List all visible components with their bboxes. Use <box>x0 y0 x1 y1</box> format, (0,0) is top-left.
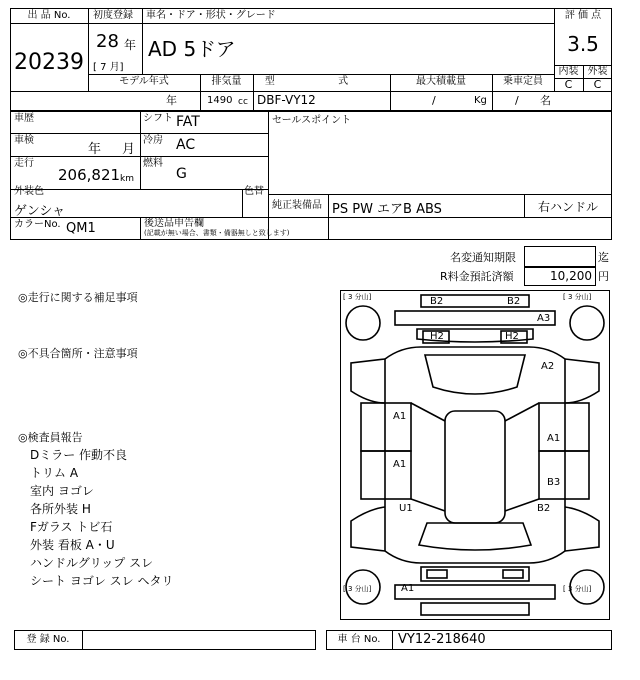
mileage-value: 206,821 <box>58 166 121 184</box>
first-reg-label: 初度登録 <box>93 10 133 21</box>
damage-h2-right: H2 <box>505 331 519 342</box>
tire-depth-top-left: [ 3 分山] <box>343 293 372 301</box>
exterior-color-label: 外装色 <box>14 186 44 197</box>
capacity-sep: / <box>515 94 519 107</box>
model-year-unit: 年 <box>166 94 177 107</box>
recycle-value: 10,200 <box>550 269 592 283</box>
displacement-unit: cc <box>238 97 248 107</box>
history-label: 車歴 <box>14 113 34 124</box>
type-label: 型 式 <box>264 76 379 87</box>
lot-label: 出 品 No. <box>27 10 71 21</box>
model-year-label: モデル年式 <box>119 76 169 87</box>
damage-h2-left: H2 <box>430 331 444 342</box>
damage-map <box>340 290 610 620</box>
inspector-line: 外装 看板 A・U <box>30 538 115 552</box>
defects-label: ◎不具合箇所・注意事項 <box>18 347 138 360</box>
tire-depth-top-right: [ 3 分山] <box>563 293 592 301</box>
vehicle-label: 車名・ドア・形状・グレード <box>146 10 276 21</box>
post-docs-label: 後送品申告欄 <box>144 218 204 229</box>
inspection-month-unit: 月 <box>122 142 136 157</box>
damage-a1-right: A1 <box>547 433 561 444</box>
color-no-label: カラーNo. <box>14 219 61 230</box>
first-reg-month: [ 7 月] <box>93 62 124 73</box>
name-change-box <box>524 246 596 268</box>
inspector-line: Fガラス トビ石 <box>30 520 113 534</box>
tire-depth-bottom-left: [ 3 分山] <box>343 585 372 593</box>
color-no-value: QM1 <box>66 221 96 236</box>
chassis-label: 車 台 No. <box>337 634 381 645</box>
capacity-label: 乗車定員 <box>503 76 543 87</box>
equipment-value: PS PW エアB ABS <box>332 202 442 217</box>
exterior-label: 外装 <box>587 66 608 77</box>
steering-value: 右ハンドル <box>537 200 598 214</box>
sales-point-label: セールスポイント <box>272 115 352 126</box>
shift-value: FAT <box>176 114 200 130</box>
displacement-label: 排気量 <box>211 76 242 87</box>
interior-grade: C <box>564 78 573 91</box>
damage-a1-left-upper: A1 <box>393 411 407 422</box>
max-load-sep: / <box>432 94 436 107</box>
damage-b2-side: B2 <box>537 503 551 514</box>
inspector-line: 各所外装 H <box>30 502 91 516</box>
lot-number: 20239 <box>14 50 84 75</box>
exterior-grade: C <box>593 78 602 91</box>
color-change-label: 色替 <box>244 186 264 197</box>
type-value: DBF-VY12 <box>257 93 316 107</box>
shift-label: シフト <box>143 113 173 124</box>
equipment-label: 純正装備品 <box>272 200 322 211</box>
damage-a1-left-lower: A1 <box>393 459 407 470</box>
score-label: 評 価 点 <box>564 10 602 21</box>
chassis-value: VY12-218640 <box>398 632 486 647</box>
exterior-color-value: ゲンシャ <box>14 204 66 219</box>
capacity-unit: 名 <box>540 94 551 107</box>
name-change-label: 名変通知期限 <box>450 251 516 264</box>
damage-a1-front: A1 <box>401 583 415 594</box>
mileage-label: 走行 <box>14 158 34 169</box>
car-outline <box>341 291 609 619</box>
interior-label: 内装 <box>558 66 579 77</box>
tire-depth-bottom-right: [ 3 分山] <box>563 585 592 593</box>
inspector-line: シート ヨゴレ スレ ヘタリ <box>30 574 174 588</box>
vehicle-name: AD 5ドア <box>148 37 236 61</box>
score-value: 3.5 <box>567 32 599 56</box>
fuel-label: 燃料 <box>143 158 163 169</box>
damage-b2-rear-left: B2 <box>430 296 444 307</box>
inspection-year-unit: 年 <box>88 142 102 157</box>
recycle-label: R料金預託済額 <box>440 270 514 283</box>
inspector-line: 室内 ヨゴレ <box>30 484 94 498</box>
fuel-value: G <box>176 166 187 182</box>
post-docs-note: (記載が無い場合、書類・備器無しと致します) <box>144 229 290 237</box>
driving-notes-label: ◎走行に関する補足事項 <box>18 291 138 304</box>
ac-value: AC <box>176 137 196 153</box>
inspector-label: ◎検査員報告 <box>18 431 83 444</box>
damage-b3: B3 <box>547 477 561 488</box>
reg-no-label: 登 録 No. <box>26 634 70 645</box>
inspector-line: ハンドルグリップ スレ <box>30 556 154 570</box>
mileage-unit: km <box>120 174 134 184</box>
name-change-unit: 迄 <box>598 251 609 264</box>
first-reg-year: 28 <box>96 31 119 52</box>
inspection-label: 車検 <box>14 135 34 146</box>
damage-a2: A2 <box>541 361 555 372</box>
recycle-unit: 円 <box>598 270 609 283</box>
inspector-line: Dミラー 作動不良 <box>30 448 128 462</box>
year-unit: 年 <box>124 38 137 52</box>
max-load-unit: Kg <box>474 95 487 106</box>
inspector-line: トリム A <box>30 466 79 480</box>
max-load-label: 最大積載量 <box>416 76 466 87</box>
damage-b2-rear-right: B2 <box>507 296 521 307</box>
damage-a3: A3 <box>537 313 551 324</box>
ac-label: 冷房 <box>143 135 163 146</box>
damage-u1: U1 <box>399 503 413 514</box>
displacement-value: 1490 <box>207 95 233 106</box>
